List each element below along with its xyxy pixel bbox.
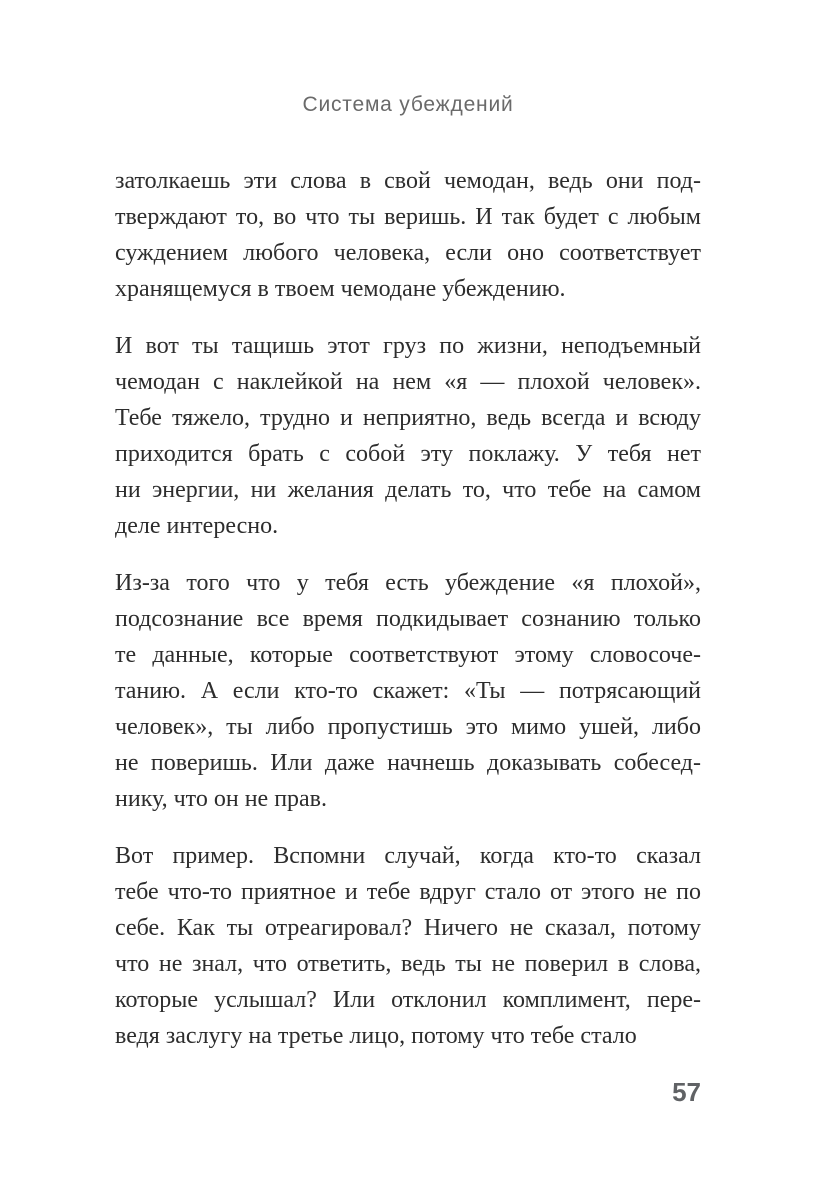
text-line: не поверишь. Или даже начнешь доказывать собесед- bbox=[115, 750, 701, 776]
text-line: чемодан с наклейкой на нем «я — плохой человек». bbox=[115, 369, 701, 395]
text-line: нику, что он не прав. bbox=[115, 786, 328, 812]
text-line: которые услышал? Или отклонил комплимент, пере- bbox=[115, 987, 701, 1013]
text-line: деле интересно. bbox=[115, 513, 279, 539]
paragraph bbox=[115, 328, 701, 544]
text-line: ведя заслугу на третье лицо, потому что тебе стало bbox=[115, 1023, 637, 1049]
text-line: ни энергии, ни желания делать то, что тебе на самом bbox=[115, 477, 701, 503]
text-line: приходится брать с собой эту поклажу. У тебя нет bbox=[115, 441, 701, 467]
text-line: суждением любого человека, если оно соответствует bbox=[115, 240, 701, 266]
text-line: что не знал, что ответить, ведь ты не поверил в слова, bbox=[115, 951, 701, 977]
text-line: хранящемуся в твоем чемодане убеждению. bbox=[115, 276, 566, 302]
text-line: те данные, которые соответствуют этому словосоче- bbox=[115, 642, 701, 668]
page-body-text bbox=[115, 163, 701, 1054]
paragraph bbox=[115, 163, 701, 307]
text-line: затолкаешь эти слова в свой чемодан, ведь они под- bbox=[115, 168, 701, 194]
text-line: себе. Как ты отреагировал? Ничего не сказал, потому bbox=[115, 915, 701, 941]
text-line: тверждают то, во что ты веришь. И так будет с любым bbox=[115, 204, 701, 230]
text-line: человек», ты либо пропустишь это мимо ушей, либо bbox=[115, 714, 701, 740]
text-line: Тебе тяжело, трудно и неприятно, ведь всегда и всюду bbox=[115, 405, 701, 431]
running-header: Система убеждений bbox=[302, 93, 514, 116]
text-line: Из-за того что у тебя есть убеждение «я плохой», bbox=[115, 570, 701, 596]
text-line: тебе что-то приятное и тебе вдруг стало от этого не по bbox=[115, 879, 701, 905]
page-number: 57 bbox=[672, 1077, 701, 1107]
paragraph bbox=[115, 565, 701, 817]
text-line: подсознание все время подкидывает сознанию только bbox=[115, 606, 701, 632]
text-line: Вот пример. Вспомни случай, когда кто-то сказал bbox=[115, 843, 701, 869]
paragraph bbox=[115, 838, 701, 1054]
text-line: И вот ты тащишь этот груз по жизни, неподъемный bbox=[115, 333, 701, 359]
text-line: танию. А если кто-то скажет: «Ты — потрясающий bbox=[115, 678, 701, 704]
